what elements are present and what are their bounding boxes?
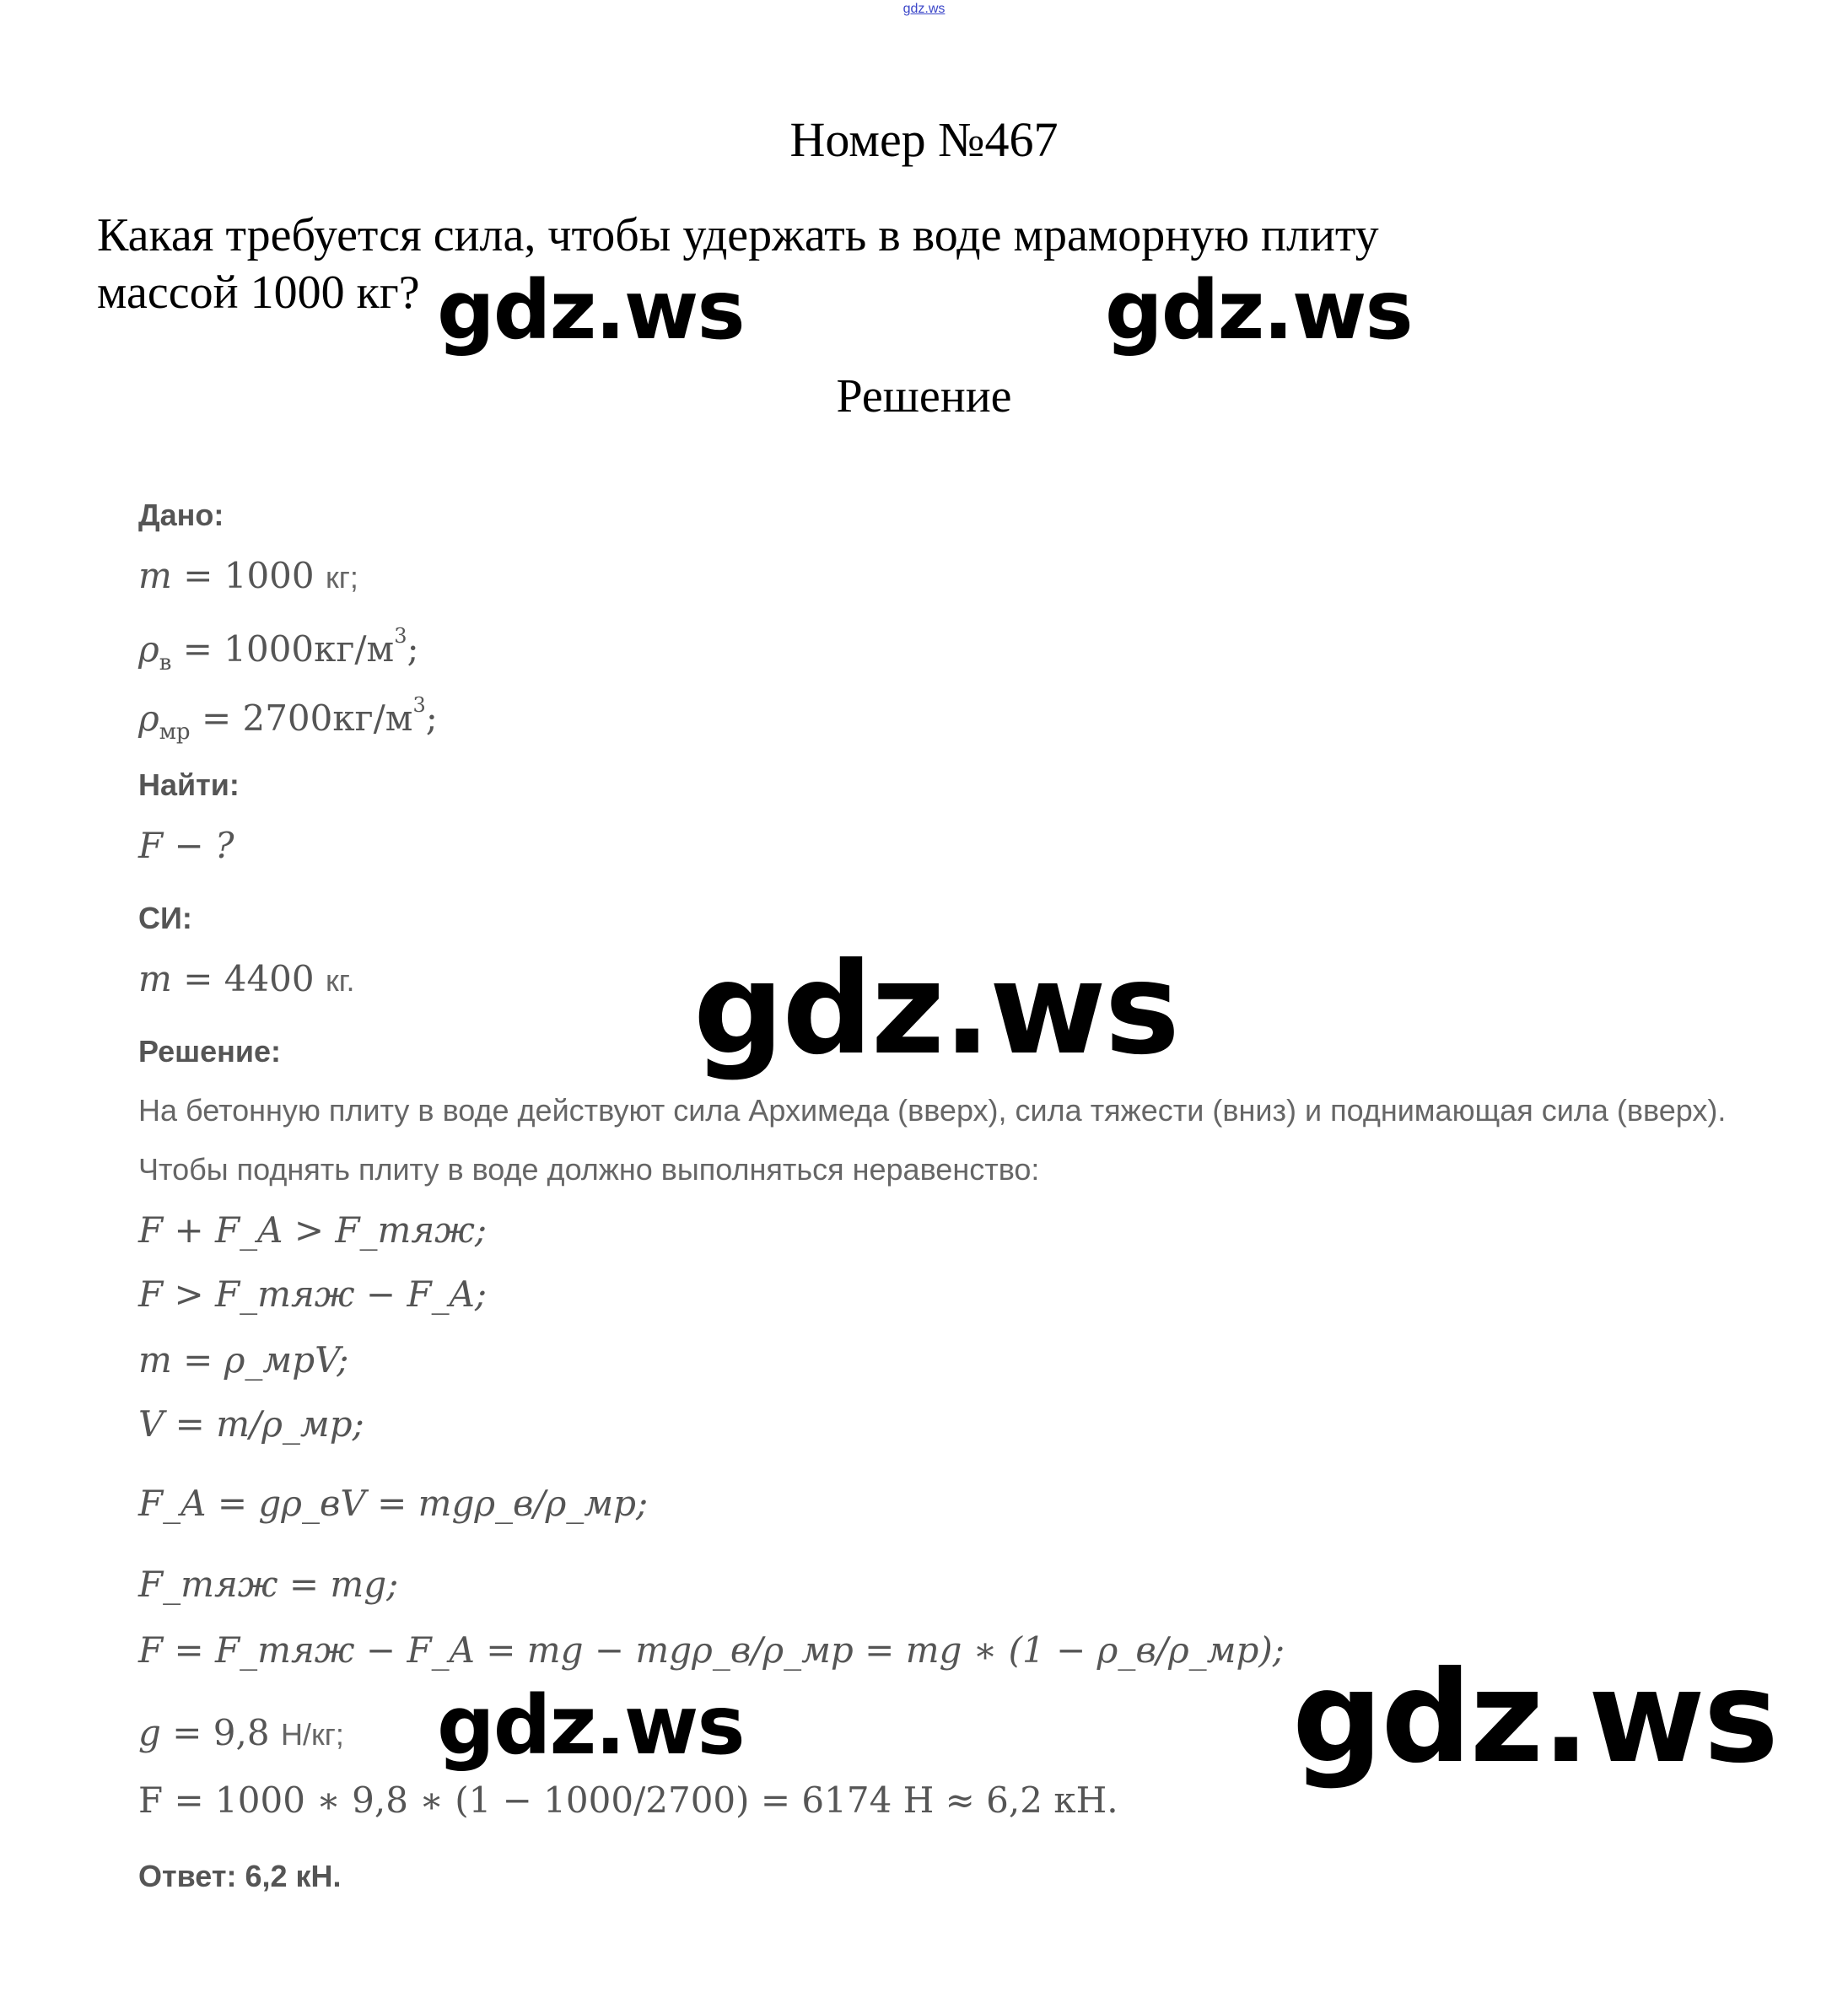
mass-unit: кг; (325, 560, 358, 595)
find-label: Найти: (138, 767, 240, 802)
equation-1: F + F_A > F_тяж; (138, 1209, 488, 1251)
solution-text-1: На бетонную плиту в воде действуют сила Архимеда (вверх), сила тяжести (вниз) и поднимающая сила (вверх). (138, 1093, 1727, 1128)
mass-value: = 4400 (183, 958, 315, 999)
given-label: Дано: (138, 498, 224, 532)
mass-value: = 1000 (183, 555, 315, 596)
given-water-density (138, 624, 419, 676)
g-number: = 9,8 (172, 1712, 270, 1753)
question-text: Какая требуется сила, чтобы удержать в воде мраморную плиту массой 1000 кг? (97, 209, 1379, 319)
equation-4: V = m/ρ_мр; (138, 1403, 364, 1445)
equation-8: F = 1000 ∗ 9,8 ∗ (1 − 1000/2700) = 6174 Н ≈ 6,2 кН. (138, 1779, 1118, 1821)
solution-label: Решение: (138, 1034, 282, 1069)
watermark: gdz.ws (437, 263, 744, 358)
watermark: gdz.ws (437, 1678, 744, 1773)
si-label: СИ: (138, 901, 192, 935)
top-watermark-link[interactable]: gdz.ws (902, 2, 946, 16)
watermark: gdz.ws (1105, 263, 1412, 358)
si-value (138, 958, 354, 999)
solution-text-2: Чтобы поднять плиту в воде должно выполняться неравенство: (138, 1152, 1040, 1187)
rho-sup: 3 (394, 624, 407, 648)
rho-value: = 2700кг/м (201, 697, 413, 739)
g-value (138, 1712, 344, 1753)
mass-unit: кг. (325, 963, 355, 998)
rho-value: = 1000кг/м (182, 628, 395, 670)
answer: Ответ: 6,2 кН. (138, 1859, 342, 1893)
rho-symbol: ρ (138, 697, 159, 739)
rho-end: ; (407, 628, 419, 670)
equation-5: F_A = gρ_вV = mgρ_в/ρ_мр; (138, 1483, 649, 1524)
page-title: Номер №467 (789, 112, 1059, 167)
g-unit: Н/кг; (280, 1717, 344, 1752)
watermark: gdz.ws (693, 936, 1178, 1083)
rho-sup: 3 (412, 693, 426, 717)
solution-heading: Решение (836, 370, 1012, 423)
given-marble-density (138, 693, 438, 745)
rho-symbol: ρ (138, 628, 159, 670)
equation-6: F_тяж = mg; (138, 1564, 399, 1605)
equation-2: F > F_тяж − F_A; (138, 1273, 488, 1315)
equation-3: m = ρ_мрV; (138, 1339, 349, 1381)
equation-7: F = F_тяж − F_A = mg − mgρ_в/ρ_мр = mg ∗ (1 − ρ_в/ρ_мр); (138, 1629, 1285, 1671)
watermark: gdz.ws (1292, 1645, 1777, 1791)
rho-sub: мр (159, 719, 191, 745)
find-value: F − ? (138, 825, 234, 866)
g-symbol: g (138, 1712, 161, 1753)
rho-sub: в (159, 650, 172, 676)
given-mass (138, 555, 358, 596)
rho-end: ; (425, 697, 438, 739)
mass-symbol: m (138, 555, 172, 596)
mass-symbol: m (138, 958, 172, 999)
